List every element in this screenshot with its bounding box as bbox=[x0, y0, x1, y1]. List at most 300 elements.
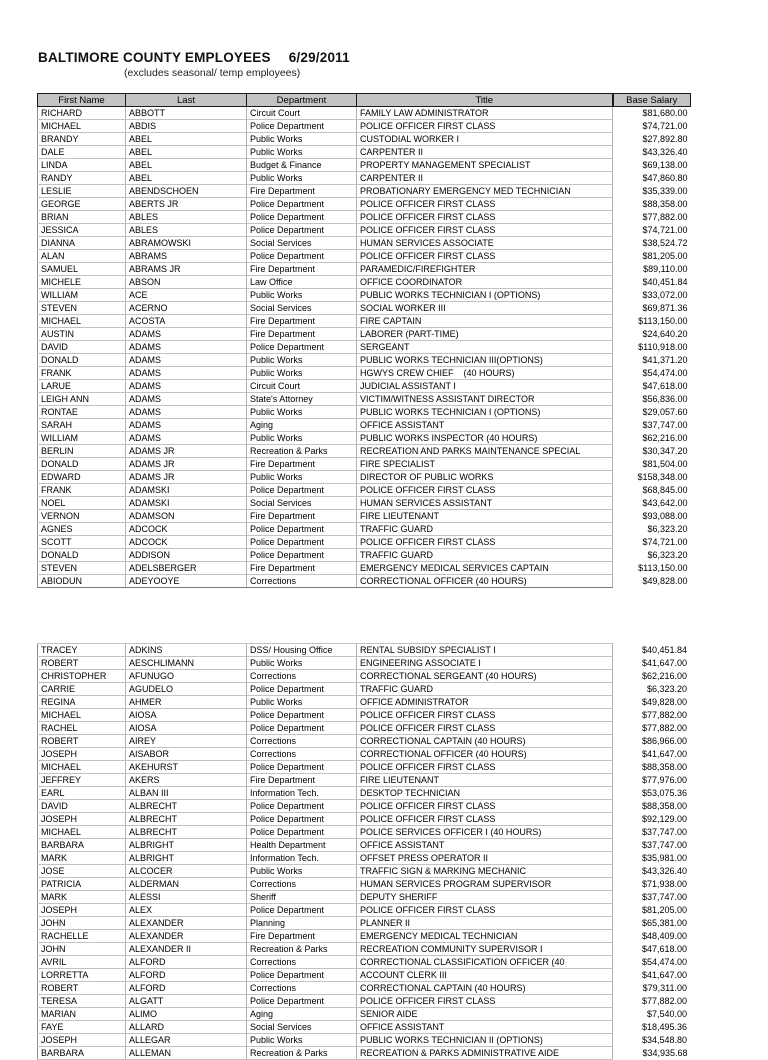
cell-department: Aging bbox=[247, 419, 357, 432]
cell-last-name: ALDERMAN bbox=[126, 878, 247, 891]
cell-first-name: JESSICA bbox=[38, 224, 126, 237]
table-row bbox=[38, 120, 691, 133]
table-row bbox=[38, 432, 691, 445]
page-subtitle: (excludes seasonal/ temp employees) bbox=[124, 67, 301, 79]
table-header-row bbox=[38, 94, 691, 107]
table-row bbox=[38, 787, 691, 800]
cell-first-name: RICHARD bbox=[38, 107, 126, 120]
cell-department: Public Works bbox=[247, 471, 357, 484]
cell-base-salary: $54,474.00 bbox=[642, 368, 688, 378]
table-row bbox=[38, 172, 691, 185]
cell-first-name: FAYE bbox=[38, 1021, 126, 1034]
cell-department: Corrections bbox=[247, 748, 357, 761]
cell-department: Fire Department bbox=[247, 510, 357, 523]
cell-department: Police Department bbox=[247, 709, 357, 722]
cell-base-salary: $47,618.00 bbox=[642, 381, 688, 391]
table-row bbox=[38, 536, 691, 549]
cell-department: Police Department bbox=[247, 826, 357, 839]
cell-first-name: ALAN bbox=[38, 250, 126, 263]
column-header-base-salary: Base Salary bbox=[613, 94, 691, 107]
cell-last-name: ABDIS bbox=[126, 120, 247, 133]
cell-title: SERGEANT bbox=[357, 341, 613, 354]
cell-title: POLICE OFFICER FIRST CLASS bbox=[357, 536, 613, 549]
cell-base-salary: $34,548.80 bbox=[641, 1035, 687, 1045]
cell-department: Social Services bbox=[247, 1021, 357, 1034]
cell-department: Recreation & Parks bbox=[247, 943, 357, 956]
cell-first-name: CHRISTOPHER bbox=[38, 670, 126, 683]
cell-base-salary: $113,150.00 bbox=[638, 316, 688, 326]
cell-title: HUMAN SERVICES PROGRAM SUPERVISOR bbox=[357, 878, 613, 891]
cell-base-salary: $74,721.00 bbox=[642, 225, 688, 235]
cell-first-name: MICHAEL bbox=[38, 120, 126, 133]
table-row bbox=[38, 471, 691, 484]
cell-title: OFFICE ASSISTANT bbox=[357, 1021, 613, 1034]
cell-title: POLICE OFFICER FIRST CLASS bbox=[357, 995, 613, 1008]
cell-last-name: ALFORD bbox=[126, 982, 247, 995]
cell-department: Public Works bbox=[247, 432, 357, 445]
cell-base-salary: $24,640.20 bbox=[642, 329, 688, 339]
cell-first-name: MICHAEL bbox=[38, 315, 126, 328]
table-row bbox=[38, 956, 691, 969]
cell-base-salary: $69,138.00 bbox=[642, 160, 688, 170]
cell-title: POLICE OFFICER FIRST CLASS bbox=[357, 904, 613, 917]
cell-department: Police Department bbox=[247, 969, 357, 982]
cell-first-name: AUSTIN bbox=[38, 328, 126, 341]
table-row bbox=[38, 484, 691, 497]
cell-last-name: AKERS bbox=[126, 774, 247, 787]
cell-title: EMERGENCY MEDICAL TECHNICIAN bbox=[357, 930, 613, 943]
cell-last-name: ALGATT bbox=[126, 995, 247, 1008]
cell-last-name: ALBRECHT bbox=[126, 826, 247, 839]
cell-base-salary: $40,451.84 bbox=[642, 277, 688, 287]
cell-base-salary: $49,828.00 bbox=[641, 697, 687, 707]
cell-base-salary: $30,347.20 bbox=[642, 446, 688, 456]
cell-title: PUBLIC WORKS TECHNICIAN III(OPTIONS) bbox=[357, 354, 613, 367]
cell-first-name: FRANK bbox=[38, 484, 126, 497]
cell-department: Recreation & Parks bbox=[247, 1047, 357, 1060]
cell-first-name: EDWARD bbox=[38, 471, 126, 484]
cell-base-salary: $62,216.00 bbox=[641, 671, 687, 681]
cell-title: CORRECTIONAL CLASSIFICATION OFFICER (40 bbox=[357, 956, 613, 969]
cell-department: Public Works bbox=[247, 133, 357, 146]
cell-first-name: STEVEN bbox=[38, 302, 126, 315]
cell-first-name: JOHN bbox=[38, 943, 126, 956]
cell-last-name: ALFORD bbox=[126, 969, 247, 982]
cell-title: POLICE OFFICER FIRST CLASS bbox=[357, 813, 613, 826]
cell-last-name: ADAMS bbox=[126, 367, 247, 380]
cell-first-name: BARBARA bbox=[38, 1047, 126, 1060]
cell-title: FAMILY LAW ADMINISTRATOR bbox=[357, 107, 613, 120]
cell-last-name: ADAMS bbox=[126, 393, 247, 406]
cell-first-name: LINDA bbox=[38, 159, 126, 172]
report-date: 6/29/2011 bbox=[288, 50, 350, 65]
cell-department: Fire Department bbox=[247, 458, 357, 471]
cell-base-salary: $74,721.00 bbox=[642, 537, 688, 547]
cell-first-name: MICHELE bbox=[38, 276, 126, 289]
cell-first-name: MICHAEL bbox=[38, 709, 126, 722]
table-row bbox=[38, 813, 691, 826]
cell-title: SOCIAL WORKER III bbox=[357, 302, 613, 315]
cell-title: RENTAL SUBSIDY SPECIALIST I bbox=[357, 644, 613, 657]
cell-base-salary: $93,088.00 bbox=[642, 511, 688, 521]
table-row bbox=[38, 289, 691, 302]
cell-department: Public Works bbox=[247, 657, 357, 670]
cell-department: Fire Department bbox=[247, 315, 357, 328]
cell-department: Police Department bbox=[247, 211, 357, 224]
cell-department: Public Works bbox=[247, 865, 357, 878]
cell-department: Corrections bbox=[247, 956, 357, 969]
cell-base-salary: $48,409.00 bbox=[641, 931, 687, 941]
cell-last-name: AFUNUGO bbox=[126, 670, 247, 683]
cell-department: Information Tech. bbox=[247, 787, 357, 800]
table-row bbox=[38, 263, 691, 276]
column-header-last: Last bbox=[126, 94, 247, 107]
cell-first-name: BRANDY bbox=[38, 133, 126, 146]
cell-first-name: JOSEPH bbox=[38, 748, 126, 761]
cell-title: FIRE SPECIALIST bbox=[357, 458, 613, 471]
cell-last-name: ABEL bbox=[126, 133, 247, 146]
cell-first-name: DONALD bbox=[38, 458, 126, 471]
cell-department: Public Works bbox=[247, 172, 357, 185]
table-row bbox=[38, 315, 691, 328]
cell-title: OFFICE COORDINATOR bbox=[357, 276, 613, 289]
cell-title: CORRECTIONAL CAPTAIN (40 HOURS) bbox=[357, 735, 613, 748]
table-row bbox=[38, 891, 691, 904]
table-row bbox=[38, 302, 691, 315]
cell-first-name: MARK bbox=[38, 852, 126, 865]
cell-title: HUMAN SERVICES ASSISTANT bbox=[357, 497, 613, 510]
cell-base-salary: $6,323.20 bbox=[647, 524, 688, 534]
cell-title: PUBLIC WORKS TECHNICIAN I (OPTIONS) bbox=[357, 406, 613, 419]
cell-title: POLICE OFFICER FIRST CLASS bbox=[357, 761, 613, 774]
cell-last-name: ALBRECHT bbox=[126, 813, 247, 826]
cell-first-name: GEORGE bbox=[38, 198, 126, 211]
cell-department: Recreation & Parks bbox=[247, 445, 357, 458]
cell-first-name: LORRETTA bbox=[38, 969, 126, 982]
cell-base-salary: $41,647.00 bbox=[641, 658, 687, 668]
cell-department: State's Attorney bbox=[247, 393, 357, 406]
cell-base-salary: $41,647.00 bbox=[641, 749, 687, 759]
cell-last-name: AGUDELO bbox=[126, 683, 247, 696]
cell-department: Planning bbox=[247, 917, 357, 930]
cell-department: Corrections bbox=[247, 670, 357, 683]
cell-last-name: ADDISON bbox=[126, 549, 247, 562]
cell-first-name: JOSEPH bbox=[38, 1034, 126, 1047]
table-row bbox=[38, 839, 691, 852]
cell-department: Police Department bbox=[247, 523, 357, 536]
cell-last-name: AIOSA bbox=[126, 709, 247, 722]
cell-last-name: ALCOCER bbox=[126, 865, 247, 878]
cell-last-name: ALEXANDER bbox=[126, 930, 247, 943]
cell-department: Corrections bbox=[247, 735, 357, 748]
cell-base-salary: $33,072.00 bbox=[642, 290, 688, 300]
cell-last-name: AHMER bbox=[126, 696, 247, 709]
cell-first-name: ROBERT bbox=[38, 657, 126, 670]
cell-title: POLICE OFFICER FIRST CLASS bbox=[357, 800, 613, 813]
table-row bbox=[38, 393, 691, 406]
cell-title: POLICE OFFICER FIRST CLASS bbox=[357, 198, 613, 211]
table-row bbox=[38, 1047, 691, 1060]
cell-last-name: AKEHURST bbox=[126, 761, 247, 774]
cell-first-name: JOSE bbox=[38, 865, 126, 878]
cell-department: Police Department bbox=[247, 995, 357, 1008]
table-row bbox=[38, 1021, 691, 1034]
cell-base-salary: $43,642.00 bbox=[642, 498, 688, 508]
cell-first-name: VERNON bbox=[38, 510, 126, 523]
cell-base-salary: $54,474.00 bbox=[641, 957, 687, 967]
cell-base-salary: $69,871.36 bbox=[642, 303, 688, 313]
cell-title: TRAFFIC GUARD bbox=[357, 523, 613, 536]
cell-department: Fire Department bbox=[247, 562, 357, 575]
cell-department: Fire Department bbox=[247, 185, 357, 198]
table-row bbox=[38, 133, 691, 146]
cell-last-name: ADAMSKI bbox=[126, 484, 247, 497]
cell-title: CORRECTIONAL CAPTAIN (40 HOURS) bbox=[357, 982, 613, 995]
cell-title: TRAFFIC SIGN & MARKING MECHANIC bbox=[357, 865, 613, 878]
table-row bbox=[38, 159, 691, 172]
cell-first-name: ROBERT bbox=[38, 735, 126, 748]
table-row bbox=[38, 735, 691, 748]
cell-first-name: JEFFREY bbox=[38, 774, 126, 787]
cell-last-name: ADAMS bbox=[126, 419, 247, 432]
table-row bbox=[38, 250, 691, 263]
table-row bbox=[38, 904, 691, 917]
table-row bbox=[38, 458, 691, 471]
cell-department: Police Department bbox=[247, 120, 357, 133]
cell-title: POLICE OFFICER FIRST CLASS bbox=[357, 250, 613, 263]
cell-base-salary: $27,892.80 bbox=[642, 134, 688, 144]
cell-last-name: ADAMS JR bbox=[126, 471, 247, 484]
page-title bbox=[38, 50, 350, 65]
cell-last-name: ABEL bbox=[126, 146, 247, 159]
cell-last-name: ALFORD bbox=[126, 956, 247, 969]
cell-department: Social Services bbox=[247, 497, 357, 510]
cell-last-name: ADAMS bbox=[126, 406, 247, 419]
cell-first-name: MARK bbox=[38, 891, 126, 904]
cell-first-name: DONALD bbox=[38, 549, 126, 562]
table-row bbox=[38, 982, 691, 995]
cell-base-salary: $81,680.00 bbox=[642, 108, 688, 119]
table-row bbox=[38, 644, 691, 657]
table-row bbox=[38, 276, 691, 289]
table-row bbox=[38, 800, 691, 813]
cell-base-salary: $77,882.00 bbox=[641, 996, 687, 1006]
cell-title: PROPERTY MANAGEMENT SPECIALIST bbox=[357, 159, 613, 172]
cell-first-name: MARIAN bbox=[38, 1008, 126, 1021]
cell-first-name: AGNES bbox=[38, 523, 126, 536]
cell-last-name: ALEXANDER II bbox=[126, 943, 247, 956]
cell-base-salary: $77,976.00 bbox=[641, 775, 687, 785]
cell-department: Public Works bbox=[247, 289, 357, 302]
cell-last-name: ADCOCK bbox=[126, 523, 247, 536]
cell-title: POLICE OFFICER FIRST CLASS bbox=[357, 484, 613, 497]
cell-department: Aging bbox=[247, 1008, 357, 1021]
report-title-text: BALTIMORE COUNTY EMPLOYEES bbox=[38, 50, 271, 65]
cell-title: PUBLIC WORKS TECHNICIAN II (OPTIONS) bbox=[357, 1034, 613, 1047]
cell-last-name: ABSON bbox=[126, 276, 247, 289]
cell-department: Police Department bbox=[247, 683, 357, 696]
cell-base-salary: $81,504.00 bbox=[642, 459, 688, 469]
cell-title: OFFICE ASSISTANT bbox=[357, 839, 613, 852]
cell-department: Public Works bbox=[247, 146, 357, 159]
table-row bbox=[38, 445, 691, 458]
cell-first-name: TRACEY bbox=[38, 644, 126, 657]
cell-base-salary: $110,918.00 bbox=[638, 342, 688, 352]
cell-base-salary: $41,371.20 bbox=[642, 355, 688, 365]
cell-base-salary: $47,618.00 bbox=[641, 944, 687, 954]
cell-title: LABORER (PART-TIME) bbox=[357, 328, 613, 341]
cell-base-salary: $68,845.00 bbox=[642, 485, 688, 495]
cell-first-name: RONTAE bbox=[38, 406, 126, 419]
cell-first-name: STEVEN bbox=[38, 562, 126, 575]
cell-title: OFFSET PRESS OPERATOR II bbox=[357, 852, 613, 865]
cell-base-salary: $34,935.68 bbox=[642, 1048, 688, 1058]
cell-department: Sheriff bbox=[247, 891, 357, 904]
cell-first-name: RACHELLE bbox=[38, 930, 126, 943]
cell-department: Social Services bbox=[247, 237, 357, 250]
table-row bbox=[38, 380, 691, 393]
cell-base-salary: $65,381.00 bbox=[641, 918, 687, 928]
table-row bbox=[38, 367, 691, 380]
table-row bbox=[38, 354, 691, 367]
cell-base-salary: $92,129.00 bbox=[641, 814, 687, 824]
cell-last-name: ALESSI bbox=[126, 891, 247, 904]
table-row bbox=[38, 497, 691, 510]
cell-first-name: JOSEPH bbox=[38, 904, 126, 917]
cell-department: Police Department bbox=[247, 224, 357, 237]
cell-title: RECREATION COMMUNITY SUPERVISOR I bbox=[357, 943, 613, 956]
table-row bbox=[38, 852, 691, 865]
table-row bbox=[38, 995, 691, 1008]
cell-first-name: WILLIAM bbox=[38, 289, 126, 302]
cell-base-salary: $53,075.36 bbox=[641, 788, 687, 798]
column-header-title: Title bbox=[357, 94, 613, 107]
cell-department: Fire Department bbox=[247, 328, 357, 341]
table-row bbox=[38, 224, 691, 237]
table-row bbox=[38, 419, 691, 432]
employee-table-block-2 bbox=[37, 643, 691, 1060]
cell-base-salary: $113,150.00 bbox=[638, 563, 688, 573]
cell-title: POLICE OFFICER FIRST CLASS bbox=[357, 120, 613, 133]
cell-first-name: NOEL bbox=[38, 497, 126, 510]
cell-first-name: BARBARA bbox=[38, 839, 126, 852]
cell-base-salary: $77,882.00 bbox=[641, 710, 687, 720]
cell-last-name: ACE bbox=[126, 289, 247, 302]
cell-title: ENGINEERING ASSOCIATE I bbox=[357, 657, 613, 670]
cell-department: Police Department bbox=[247, 549, 357, 562]
cell-department: Police Department bbox=[247, 722, 357, 735]
cell-first-name: LESLIE bbox=[38, 185, 126, 198]
cell-first-name: FRANK bbox=[38, 367, 126, 380]
cell-first-name: MICHAEL bbox=[38, 761, 126, 774]
cell-title: PLANNER II bbox=[357, 917, 613, 930]
cell-last-name: ABENDSCHOEN bbox=[126, 185, 247, 198]
cell-title: RECREATION AND PARKS MAINTENANCE SPECIAL bbox=[357, 445, 613, 458]
table-row bbox=[38, 696, 691, 709]
cell-base-salary: $56,836.00 bbox=[642, 394, 688, 404]
cell-first-name: RACHEL bbox=[38, 722, 126, 735]
cell-last-name: ALBRECHT bbox=[126, 800, 247, 813]
table-row bbox=[38, 878, 691, 891]
cell-base-salary: $86,966.00 bbox=[641, 736, 687, 746]
cell-first-name: DAVID bbox=[38, 800, 126, 813]
cell-first-name: ABIODUN bbox=[38, 575, 126, 588]
cell-title: OFFICE ADMINISTRATOR bbox=[357, 696, 613, 709]
cell-last-name: ABRAMS bbox=[126, 250, 247, 263]
cell-department: Public Works bbox=[247, 354, 357, 367]
cell-title: POLICE SERVICES OFFICER I (40 HOURS) bbox=[357, 826, 613, 839]
cell-last-name: ADAMS JR bbox=[126, 458, 247, 471]
cell-first-name: AVRIL bbox=[38, 956, 126, 969]
cell-title: HUMAN SERVICES ASSOCIATE bbox=[357, 237, 613, 250]
column-header-department: Department bbox=[247, 94, 357, 107]
cell-department: Corrections bbox=[247, 982, 357, 995]
table-row bbox=[38, 657, 691, 670]
cell-title: FIRE LIEUTENANT bbox=[357, 774, 613, 787]
cell-department: Public Works bbox=[247, 696, 357, 709]
cell-base-salary: $38,524.72 bbox=[642, 238, 688, 248]
cell-title: CARPENTER II bbox=[357, 146, 613, 159]
cell-department: Police Department bbox=[247, 250, 357, 263]
cell-base-salary: $7,540.00 bbox=[646, 1009, 687, 1019]
cell-last-name: ADAMSKI bbox=[126, 497, 247, 510]
cell-department: Fire Department bbox=[247, 774, 357, 787]
cell-last-name: AIOSA bbox=[126, 722, 247, 735]
cell-first-name: LEIGH ANN bbox=[38, 393, 126, 406]
cell-title: SENIOR AIDE bbox=[357, 1008, 613, 1021]
cell-title: DEPUTY SHERIFF bbox=[357, 891, 613, 904]
table-row bbox=[38, 748, 691, 761]
cell-department: Information Tech. bbox=[247, 852, 357, 865]
cell-department: Circuit Court bbox=[247, 380, 357, 393]
table-row bbox=[38, 510, 691, 523]
table-row bbox=[38, 865, 691, 878]
cell-base-salary: $43,326.40 bbox=[641, 866, 687, 876]
table-row bbox=[38, 722, 691, 735]
cell-title: VICTIM/WITNESS ASSISTANT DIRECTOR bbox=[357, 393, 613, 406]
cell-base-salary: $37,747.00 bbox=[641, 827, 687, 837]
cell-title: POLICE OFFICER FIRST CLASS bbox=[357, 722, 613, 735]
cell-base-salary: $88,358.00 bbox=[642, 199, 688, 209]
cell-title: CORRECTIONAL OFFICER (40 HOURS) bbox=[357, 575, 613, 588]
cell-last-name: ADAMSON bbox=[126, 510, 247, 523]
cell-last-name: ABERTS JR bbox=[126, 198, 247, 211]
cell-base-salary: $47,860.80 bbox=[642, 173, 688, 183]
cell-first-name: BRIAN bbox=[38, 211, 126, 224]
cell-base-salary: $88,358.00 bbox=[641, 801, 687, 811]
cell-first-name: BERLIN bbox=[38, 445, 126, 458]
cell-department: DSS/ Housing Office bbox=[247, 644, 357, 657]
cell-title: PUBLIC WORKS INSPECTOR (40 HOURS) bbox=[357, 432, 613, 445]
cell-base-salary: $74,721.00 bbox=[642, 121, 688, 131]
cell-last-name: ABRAMS JR bbox=[126, 263, 247, 276]
cell-title: POLICE OFFICER FIRST CLASS bbox=[357, 211, 613, 224]
cell-base-salary: $77,882.00 bbox=[642, 212, 688, 222]
cell-department: Corrections bbox=[247, 575, 357, 588]
cell-last-name: ADAMS JR bbox=[126, 445, 247, 458]
cell-department: Public Works bbox=[247, 1034, 357, 1047]
cell-department: Police Department bbox=[247, 904, 357, 917]
cell-department: Fire Department bbox=[247, 930, 357, 943]
cell-base-salary: $62,216.00 bbox=[642, 433, 688, 443]
cell-title: CARPENTER II bbox=[357, 172, 613, 185]
cell-base-salary: $37,747.00 bbox=[641, 840, 687, 850]
cell-last-name: ALLEMAN bbox=[126, 1047, 247, 1060]
cell-department: Public Works bbox=[247, 367, 357, 380]
cell-first-name: JOSEPH bbox=[38, 813, 126, 826]
table-row bbox=[38, 969, 691, 982]
cell-base-salary: $43,326.40 bbox=[642, 147, 688, 157]
